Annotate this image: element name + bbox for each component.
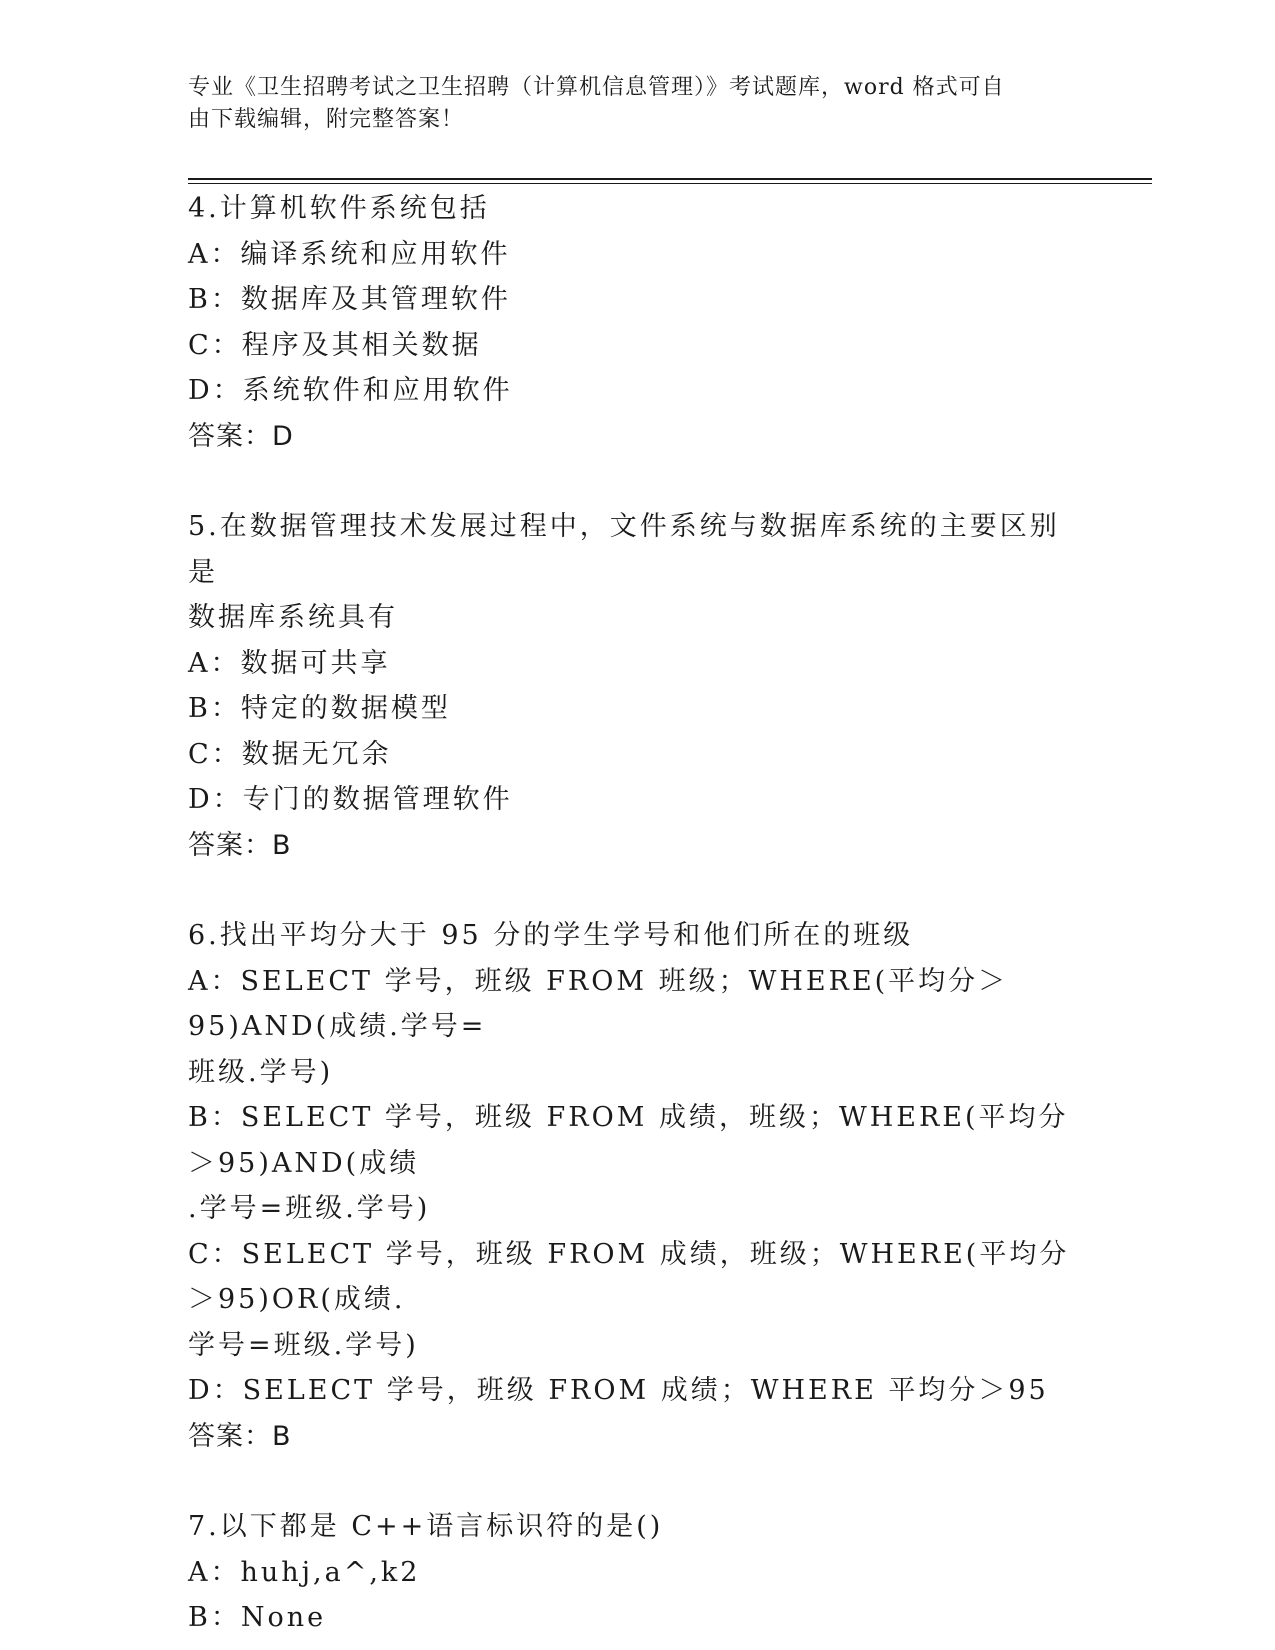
question-block [188, 504, 1078, 868]
answer-option: 学号=班级.学号) [188, 1329, 419, 1361]
answer-option: A：编译系统和应用软件 [188, 238, 511, 270]
answer-option: B：特定的数据模型 [188, 693, 451, 724]
question-stem: 5.在数据管理技术发展过程中，文件系统与数据库系统的主要区别是 [188, 511, 1060, 588]
answer-option: D：SELECT 学号，班级 FROM 成绩；WHERE 平均分＞95 [188, 1375, 1049, 1406]
question-block [188, 1504, 1078, 1641]
answer-option: C：数据无冗余 [188, 738, 392, 770]
answer-key: 答案：D [188, 420, 294, 452]
question-block [188, 913, 1078, 1459]
document-header [188, 72, 1068, 136]
header-divider-thin [188, 183, 1152, 184]
answer-option: D：系统软件和应用软件 [188, 375, 513, 406]
header-line-2: 由下载编辑，附完整答案！ [188, 107, 465, 132]
answer-option: D：专门的数据管理软件 [188, 784, 513, 815]
question-stem: 7.以下都是 C++语言标识符的是() [188, 1511, 664, 1542]
answer-option: C：程序及其相关数据 [188, 329, 482, 361]
question-block [188, 186, 1078, 459]
answer-key: 答案：B [188, 1420, 292, 1452]
answer-option: A：huhj,a^,k2 [188, 1556, 421, 1588]
answer-option: 班级.学号) [188, 1056, 334, 1088]
header-line-1: 专业《卫生招聘考试之卫生招聘（计算机信息管理）》考试题库，word 格式可自 [188, 75, 1005, 100]
answer-option: B：数据库及其管理软件 [188, 284, 511, 315]
answer-option: .学号=班级.学号) [188, 1193, 431, 1224]
question-stem: 数据库系统具有 [188, 602, 398, 633]
answer-option: B：None [188, 1602, 327, 1633]
answer-option: B：SELECT 学号，班级 FROM 成绩，班级；WHERE(平均分＞95)AND(成绩 [188, 1102, 1069, 1179]
question-stem: 6.找出平均分大于 95 分的学生学号和他们所在的班级 [188, 920, 914, 951]
answer-option: A：数据可共享 [188, 647, 391, 679]
question-stem: 4.计算机软件系统包括 [188, 193, 490, 224]
header-divider-thick [188, 178, 1152, 180]
answer-option: C：SELECT 学号，班级 FROM 成绩，班级；WHERE(平均分＞95)OR(成绩. [188, 1238, 1070, 1315]
question-list [188, 186, 1078, 1641]
answer-key: 答案：B [188, 829, 292, 861]
answer-option: A：SELECT 学号，班级 FROM 班级；WHERE(平均分＞95)AND(成绩.学号= [188, 965, 1009, 1042]
